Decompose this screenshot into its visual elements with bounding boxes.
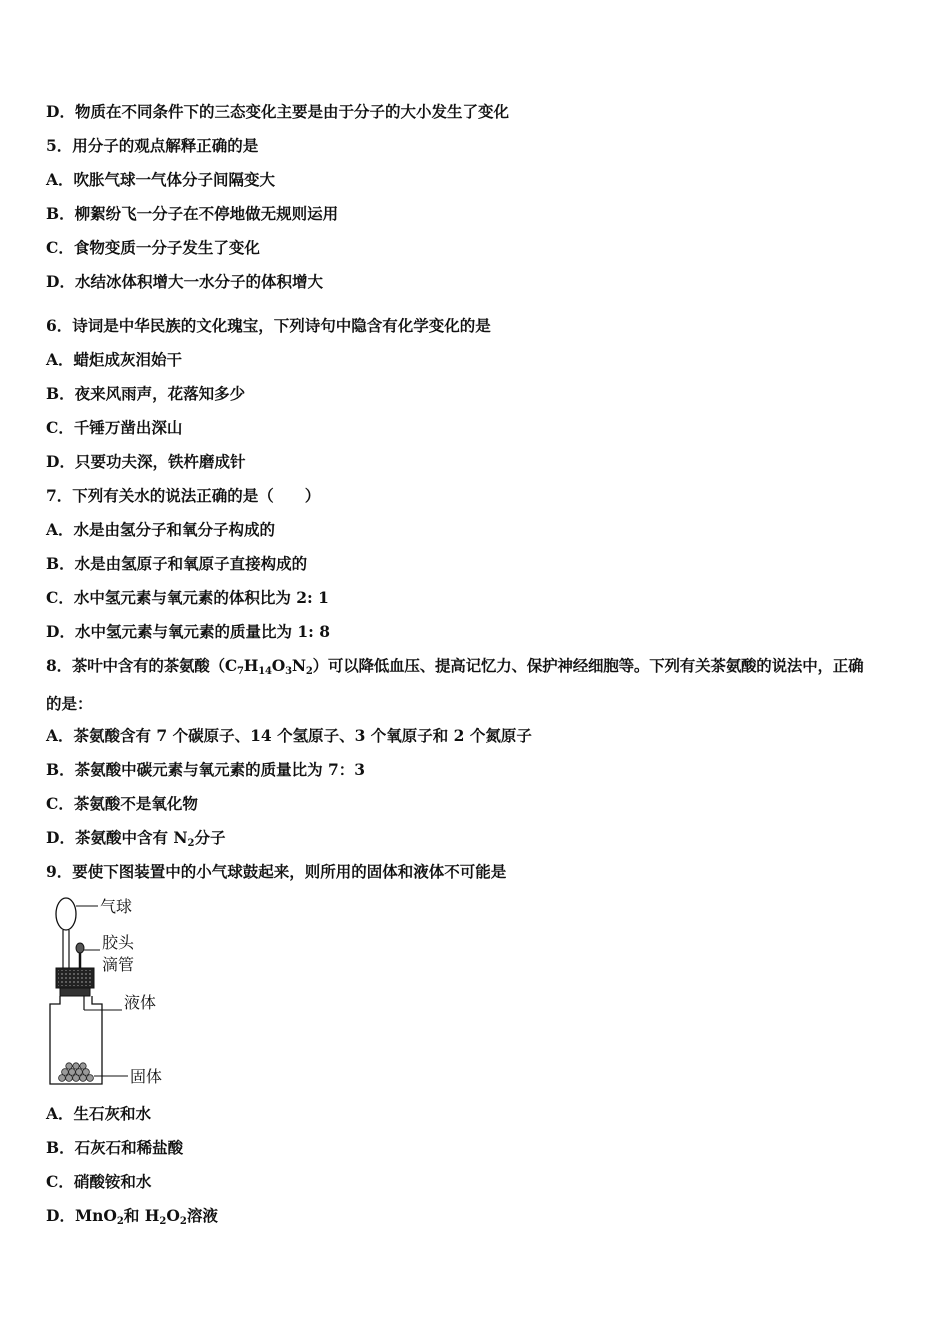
option-text: 柳絮纷飞一分子在不停地做无规则运用 [74,204,339,223]
solid-pile [59,1063,94,1082]
q5-option-d [46,272,323,292]
formula-subscript: 3 [285,666,292,677]
option-letter: D． [46,272,75,291]
q8-stem [46,656,863,676]
label-liquid: 液体 [124,993,157,1012]
q9-stem [46,862,506,882]
question-stem: 下列有关水的说法正确的是（ ） [72,486,321,505]
formula-subscript: 2 [187,838,195,849]
option-text: 和 H [123,1206,160,1225]
option-text: 水是由氢原子和氧原子直接构成的 [74,554,308,573]
option-letter: A． [46,726,74,745]
q9-option-b [46,1138,183,1158]
option-letter: D． [46,1206,75,1225]
formula-element: N [291,656,306,675]
option-letter: B． [46,1138,75,1157]
option-letter: B． [46,204,75,223]
option-letter: C． [46,588,74,607]
q6-option-c [46,418,182,438]
option-text: 吹胀气球一气体分子间隔变大 [73,170,276,189]
question-stem: 用分子的观点解释正确的是 [72,136,259,155]
q7-option-a [46,520,275,540]
q6-option-b [46,384,245,404]
question-stem-part: 茶叶中含有的茶氨酸（C [71,656,238,675]
q6-stem [46,316,491,336]
q5-option-b [46,204,338,224]
option-letter: C． [46,794,74,813]
label-solid: 固体 [130,1067,163,1086]
option-letter: A． [46,1104,74,1123]
option-text: 分子 [194,828,226,847]
option-text: 茶氨酸不是氧化物 [73,794,198,813]
option-text: 茶氨酸中碳元素与氧元素的质量比为 7：3 [74,760,366,779]
option-text: 蜡炬成灰泪始干 [73,350,183,369]
option-letter: D． [46,452,75,471]
option-letter: D． [46,622,75,641]
formula-subscript: 2 [179,1216,187,1227]
option-letter: B． [46,384,75,403]
q7-option-d [46,622,330,642]
label-balloon: 气球 [100,897,133,916]
dropper-bulb [76,943,84,953]
option-text: 水中氢元素与氧元素的体积比为 2: 1 [73,588,329,607]
option-text: 物质在不同条件下的三态变化主要是由于分子的大小发生了变化 [74,102,509,121]
q7-stem [46,486,320,506]
question-number: 6． [46,316,73,335]
stopper-pattern [58,970,92,986]
option-text: 硝酸铵和水 [73,1172,152,1191]
option-letter: C． [46,418,74,437]
option-text: 生石灰和水 [73,1104,152,1123]
label-dropper-2: 滴管 [102,955,135,974]
q8-option-a [46,726,532,746]
q9-option-c [46,1172,151,1192]
q9-option-a [46,1104,151,1124]
question-number: 5． [46,136,73,155]
option-letter: B． [46,760,75,779]
formula-element: O [271,656,286,675]
question-number: 9． [46,862,73,881]
q4-option-d [46,102,509,122]
q8-option-d [46,828,226,848]
label-dropper-1: 胶头 [102,933,135,952]
q8-option-b [46,760,365,780]
formula-subscript: 2 [116,1216,124,1227]
option-letter: A． [46,350,74,369]
formula-subscript: 14 [258,666,272,677]
question-stem: 诗词是中华民族的文化瑰宝，下列诗句中隐含有化学变化的是 [72,316,491,335]
option-text: 溶液 [186,1206,218,1225]
q6-option-d [46,452,245,472]
question-stem-part: 的是： [46,694,93,713]
option-letter: C． [46,1172,74,1191]
option-text: 茶氨酸含有 7 个碳原子、14 个氢原子、3 个氧原子和 2 个氮原子 [73,726,532,745]
option-text: 食物变质一分子发生了变化 [73,238,260,257]
formula-subscript: 7 [237,666,244,677]
apparatus-figure [40,892,220,1092]
question-stem: 要使下图装置中的小气球鼓起来，则所用的固体和液体不可能是 [72,862,507,881]
option-text: 水是由氢分子和氧分子构成的 [73,520,276,539]
option-text: 水结冰体积增大一水分子的体积增大 [74,272,323,291]
option-text: 茶氨酸中含有 N [74,828,188,847]
q5-option-c [46,238,260,258]
formula-element: H [243,656,259,675]
question-number: 8． [46,656,72,675]
option-text: 夜来风雨声，花落知多少 [74,384,246,403]
option-letter: D． [46,102,75,121]
option-letter: D． [46,828,75,847]
stopper-neck [60,988,90,996]
q5-option-a [46,170,275,190]
formula-subscript: 2 [305,666,313,677]
balloon-shape [56,898,76,930]
option-text: 只要功夫深，铁杵磨成针 [74,452,246,471]
option-letter: C． [46,238,74,257]
formula-subscript: 2 [159,1216,167,1227]
formula-element: O [166,1206,180,1225]
q7-option-c [46,588,329,608]
option-letter: A． [46,520,74,539]
option-text: 水中氢元素与氧元素的质量比为 1: 8 [74,622,331,641]
option-text: 千锤万凿出深山 [73,418,183,437]
q7-option-b [46,554,307,574]
option-letter: B． [46,554,75,573]
question-stem-part: ）可以降低血压、提高记忆力、保护神经细胞等。下列有关茶氨酸的说法中，正确 [312,656,864,675]
question-number: 7． [46,486,73,505]
formula-element: MnO [74,1206,117,1225]
q5-stem [46,136,258,156]
q9-option-d [46,1206,218,1226]
option-letter: A． [46,170,74,189]
q8-option-c [46,794,198,814]
q6-option-a [46,350,182,370]
q8-stem-line2 [46,694,93,714]
option-text: 石灰石和稀盐酸 [74,1138,184,1157]
